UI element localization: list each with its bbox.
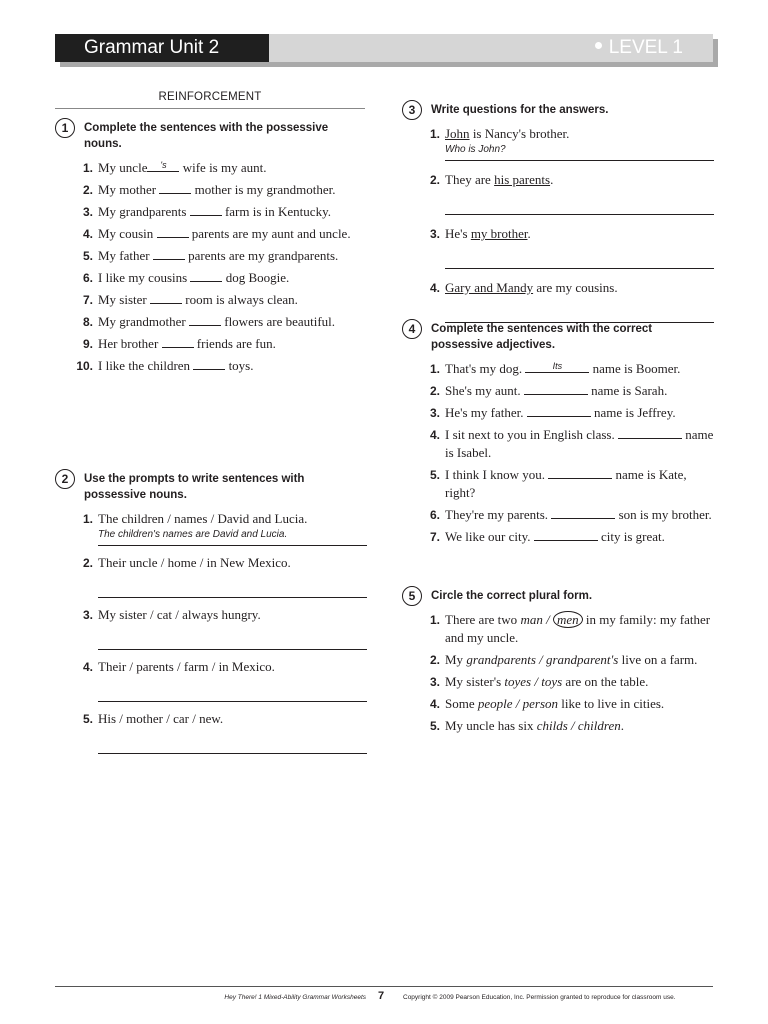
answer-blank[interactable] bbox=[524, 382, 588, 395]
item-text-before: She's my aunt. bbox=[445, 383, 524, 398]
prompt-text: Their uncle / home / in New Mexico. bbox=[98, 555, 291, 570]
item-number: 4. bbox=[429, 281, 440, 295]
list-item bbox=[55, 225, 367, 243]
item-number: 1. bbox=[82, 161, 93, 175]
item-number: 10. bbox=[76, 359, 93, 373]
footer-divider bbox=[55, 986, 713, 987]
answer-blank[interactable] bbox=[159, 181, 191, 194]
item-text-after: name is Kate, right? bbox=[445, 467, 687, 500]
list-item bbox=[55, 554, 367, 598]
item-number: 4. bbox=[429, 697, 440, 711]
exercise-3-instruction bbox=[402, 102, 714, 118]
item-text-after: live on a farm. bbox=[618, 652, 698, 667]
instruction-text: Complete the sentences with the correct possessive adjectives. bbox=[431, 323, 653, 351]
answer-blank[interactable] bbox=[189, 313, 221, 326]
exercise-number: 4 bbox=[402, 319, 422, 339]
item-number: 3. bbox=[82, 608, 93, 622]
list-item bbox=[402, 717, 714, 735]
item-text-before: I like the children bbox=[98, 358, 194, 373]
item-text-after: . bbox=[527, 226, 531, 241]
option-text: grandparents / grandparent's bbox=[466, 652, 619, 667]
list-item bbox=[55, 335, 367, 353]
item-text-after: like to live in cities. bbox=[558, 696, 665, 711]
answer-blank[interactable] bbox=[525, 360, 589, 373]
item-number: 6. bbox=[429, 508, 440, 522]
list-item bbox=[55, 658, 367, 702]
answer-line[interactable] bbox=[98, 581, 367, 598]
option-text: people / person bbox=[477, 696, 559, 711]
list-item bbox=[55, 606, 367, 650]
item-text-after: is Nancy's brother. bbox=[469, 126, 570, 141]
item-text-before: My mother bbox=[98, 182, 160, 197]
list-item bbox=[402, 651, 714, 669]
item-text-after: mother is my grandmother. bbox=[191, 182, 336, 197]
item-text-after: wife is my aunt. bbox=[179, 160, 267, 175]
item-number: 3. bbox=[429, 675, 440, 689]
answer-blank[interactable] bbox=[551, 506, 615, 519]
item-text-before: There are two bbox=[445, 612, 521, 627]
exercise-number: 3 bbox=[402, 100, 422, 120]
item-text-before: That's my dog. bbox=[445, 361, 526, 376]
list-item bbox=[402, 528, 714, 546]
item-text-before: He's bbox=[445, 226, 471, 241]
footer-book-title: Hey There! 1 Mixed-Ability Grammar Worksheets bbox=[224, 994, 366, 1001]
list-item bbox=[402, 225, 714, 269]
item-text-after: friends are fun. bbox=[193, 336, 276, 351]
answer-blank[interactable] bbox=[190, 203, 222, 216]
option-text: childs / children bbox=[536, 718, 621, 733]
level-label bbox=[595, 36, 683, 60]
item-text-after: son is my brother. bbox=[615, 507, 712, 522]
answer-blank[interactable] bbox=[150, 291, 182, 304]
instruction-text: Write questions for the answers. bbox=[431, 104, 609, 116]
exercise-5-list bbox=[402, 611, 714, 735]
item-text-after: . bbox=[620, 718, 624, 733]
item-text-before: My uncle has six bbox=[445, 718, 537, 733]
list-item bbox=[55, 710, 367, 754]
exercise-1-instruction bbox=[55, 120, 367, 152]
page-title: Grammar Unit 2 bbox=[84, 37, 220, 58]
exercise-1-list bbox=[55, 159, 367, 375]
item-text-after: city is great. bbox=[597, 529, 665, 544]
option-text: man / bbox=[520, 612, 553, 627]
item-number: 3. bbox=[429, 227, 440, 241]
bullet-icon bbox=[595, 42, 602, 49]
item-text-before: My uncle bbox=[98, 160, 148, 175]
item-number: 5. bbox=[82, 249, 93, 263]
item-text-after: parents are my grandparents. bbox=[184, 248, 339, 263]
answer-text: Its bbox=[552, 361, 563, 371]
item-number: 8. bbox=[82, 315, 93, 329]
item-number: 6. bbox=[82, 271, 93, 285]
answer-blank[interactable] bbox=[527, 404, 591, 417]
exercise-2-list bbox=[55, 510, 367, 754]
exercise-number: 5 bbox=[402, 586, 422, 606]
answer-line[interactable] bbox=[445, 198, 714, 215]
list-item bbox=[402, 695, 714, 713]
list-item bbox=[55, 181, 367, 199]
item-number: 4. bbox=[82, 660, 93, 674]
item-text-after: dog Boogie. bbox=[222, 270, 290, 285]
exercise-3 bbox=[402, 102, 714, 333]
item-text-after: name is Sarah. bbox=[587, 383, 668, 398]
exercise-2 bbox=[55, 471, 367, 762]
underlined-text: John bbox=[445, 126, 470, 141]
exercise-5 bbox=[402, 588, 714, 739]
item-number: 3. bbox=[82, 205, 93, 219]
list-item bbox=[55, 510, 367, 546]
exercise-5-instruction bbox=[402, 588, 714, 604]
item-number: 3. bbox=[429, 406, 440, 420]
item-text-before: My father bbox=[98, 248, 153, 263]
answer-blank[interactable] bbox=[190, 269, 222, 282]
item-text-after: in my family: my father and my uncle. bbox=[445, 612, 711, 645]
item-number: 2. bbox=[82, 556, 93, 570]
exercise-4-instruction bbox=[402, 321, 714, 353]
item-number: 1. bbox=[82, 512, 93, 526]
item-text-before: They are bbox=[445, 172, 495, 187]
instruction-text: Circle the correct plural form. bbox=[431, 590, 593, 602]
answer-blank[interactable] bbox=[147, 159, 179, 172]
item-text-before: My sister bbox=[98, 292, 150, 307]
exercise-1 bbox=[55, 120, 367, 379]
item-number: 4. bbox=[82, 227, 93, 241]
prompt-text: My sister / cat / always hungry. bbox=[98, 607, 261, 622]
instruction-text: Complete the sentences with the possessive nouns. bbox=[84, 122, 329, 150]
item-text-before: We like our city. bbox=[445, 529, 534, 544]
list-item bbox=[55, 159, 367, 177]
answer-line[interactable] bbox=[98, 685, 367, 702]
list-item bbox=[55, 313, 367, 331]
list-item bbox=[402, 171, 714, 215]
page-number: 7 bbox=[378, 990, 385, 1002]
list-item bbox=[55, 247, 367, 265]
item-number: 5. bbox=[429, 719, 440, 733]
instruction-text: Use the prompts to write sentences with possessive nouns. bbox=[84, 473, 305, 501]
item-text-after: farm is in Kentucky. bbox=[221, 204, 331, 219]
exercise-number: 1 bbox=[55, 118, 75, 138]
answer-blank[interactable] bbox=[548, 466, 612, 479]
answer-text: Who is John? bbox=[445, 144, 506, 155]
item-number: 7. bbox=[82, 293, 93, 307]
list-item bbox=[55, 269, 367, 287]
level-text: LEVEL 1 bbox=[608, 37, 683, 58]
item-number: 5. bbox=[429, 468, 440, 482]
item-number: 9. bbox=[82, 337, 93, 351]
item-number: 4. bbox=[429, 428, 440, 442]
list-item bbox=[402, 360, 714, 378]
list-item bbox=[402, 611, 714, 647]
answer-blank[interactable] bbox=[157, 225, 189, 238]
answer-line[interactable] bbox=[98, 529, 367, 546]
list-item bbox=[402, 404, 714, 422]
list-item bbox=[55, 357, 367, 375]
item-text-before: My grandmother bbox=[98, 314, 189, 329]
item-text-before: Her brother bbox=[98, 336, 162, 351]
answer-blank[interactable] bbox=[153, 247, 185, 260]
answer-line[interactable] bbox=[98, 633, 367, 650]
exercise-number: 2 bbox=[55, 469, 75, 489]
underlined-text: Gary and Mandy bbox=[445, 280, 534, 295]
item-number: 2. bbox=[429, 173, 440, 187]
divider bbox=[55, 108, 365, 109]
circled-option: men bbox=[553, 611, 583, 628]
exercise-4-list bbox=[402, 360, 714, 546]
answer-line[interactable] bbox=[445, 144, 714, 161]
item-text-after: flowers are beautiful. bbox=[220, 314, 336, 329]
item-number: 1. bbox=[429, 362, 440, 376]
item-number: 1. bbox=[429, 613, 440, 627]
item-number: 1. bbox=[429, 127, 440, 141]
item-number: 2. bbox=[429, 384, 440, 398]
answer-text: 's bbox=[160, 160, 167, 170]
item-text-before: I sit next to you in English class. bbox=[445, 427, 618, 442]
item-text-after: name is Isabel. bbox=[445, 427, 714, 460]
underlined-text: my brother bbox=[470, 226, 528, 241]
item-text-after: are my cousins. bbox=[533, 280, 618, 295]
item-text-after: room is always clean. bbox=[182, 292, 298, 307]
item-text-after: are on the table. bbox=[562, 674, 649, 689]
list-item bbox=[402, 466, 714, 502]
prompt-text: Their / parents / farm / in Mexico. bbox=[98, 659, 275, 674]
item-text-after: parents are my aunt and uncle. bbox=[188, 226, 351, 241]
item-text-before: I think I know you. bbox=[445, 467, 549, 482]
list-item bbox=[402, 125, 714, 161]
item-number: 2. bbox=[429, 653, 440, 667]
list-item bbox=[402, 382, 714, 400]
prompt-text: The children / names / David and Lucia. bbox=[98, 511, 308, 526]
answer-text: The children's names are David and Lucia. bbox=[98, 529, 288, 540]
list-item bbox=[402, 279, 714, 323]
list-item bbox=[402, 506, 714, 524]
item-text-before: My bbox=[445, 652, 467, 667]
answer-blank[interactable] bbox=[534, 528, 598, 541]
prompt-text: His / mother / car / new. bbox=[98, 711, 224, 726]
list-item bbox=[55, 203, 367, 221]
answer-blank[interactable] bbox=[193, 357, 225, 370]
item-text-before: He's my father. bbox=[445, 405, 527, 420]
item-text-before: They're my parents. bbox=[445, 507, 552, 522]
item-text-before: My cousin bbox=[98, 226, 157, 241]
exercise-2-instruction bbox=[55, 471, 367, 503]
answer-line[interactable] bbox=[98, 737, 367, 754]
list-item bbox=[402, 426, 714, 462]
option-text: toyes / toys bbox=[504, 674, 563, 689]
item-text-before: My grandparents bbox=[98, 204, 190, 219]
item-number: 2. bbox=[82, 183, 93, 197]
item-number: 5. bbox=[82, 712, 93, 726]
exercise-4 bbox=[402, 321, 714, 550]
item-text-before: I like my cousins bbox=[98, 270, 191, 285]
answer-line[interactable] bbox=[445, 252, 714, 269]
underlined-text: his parents bbox=[494, 172, 551, 187]
answer-blank[interactable] bbox=[618, 426, 682, 439]
item-text-after: toys. bbox=[225, 358, 254, 373]
exercise-3-list bbox=[402, 125, 714, 323]
item-number: 7. bbox=[429, 530, 440, 544]
list-item bbox=[402, 673, 714, 691]
item-text-before: Some bbox=[445, 696, 478, 711]
list-item bbox=[55, 291, 367, 309]
item-text-after: name is Boomer. bbox=[589, 361, 681, 376]
section-label: REINFORCEMENT bbox=[158, 91, 262, 103]
footer-copyright: Copyright © 2009 Pearson Education, Inc. Permission granted to reproduce for classroom use. bbox=[403, 994, 676, 1001]
item-text-after: name is Jeffrey. bbox=[590, 405, 676, 420]
item-text-after: . bbox=[550, 172, 554, 187]
item-text-before: My sister's bbox=[445, 674, 505, 689]
answer-blank[interactable] bbox=[162, 335, 194, 348]
